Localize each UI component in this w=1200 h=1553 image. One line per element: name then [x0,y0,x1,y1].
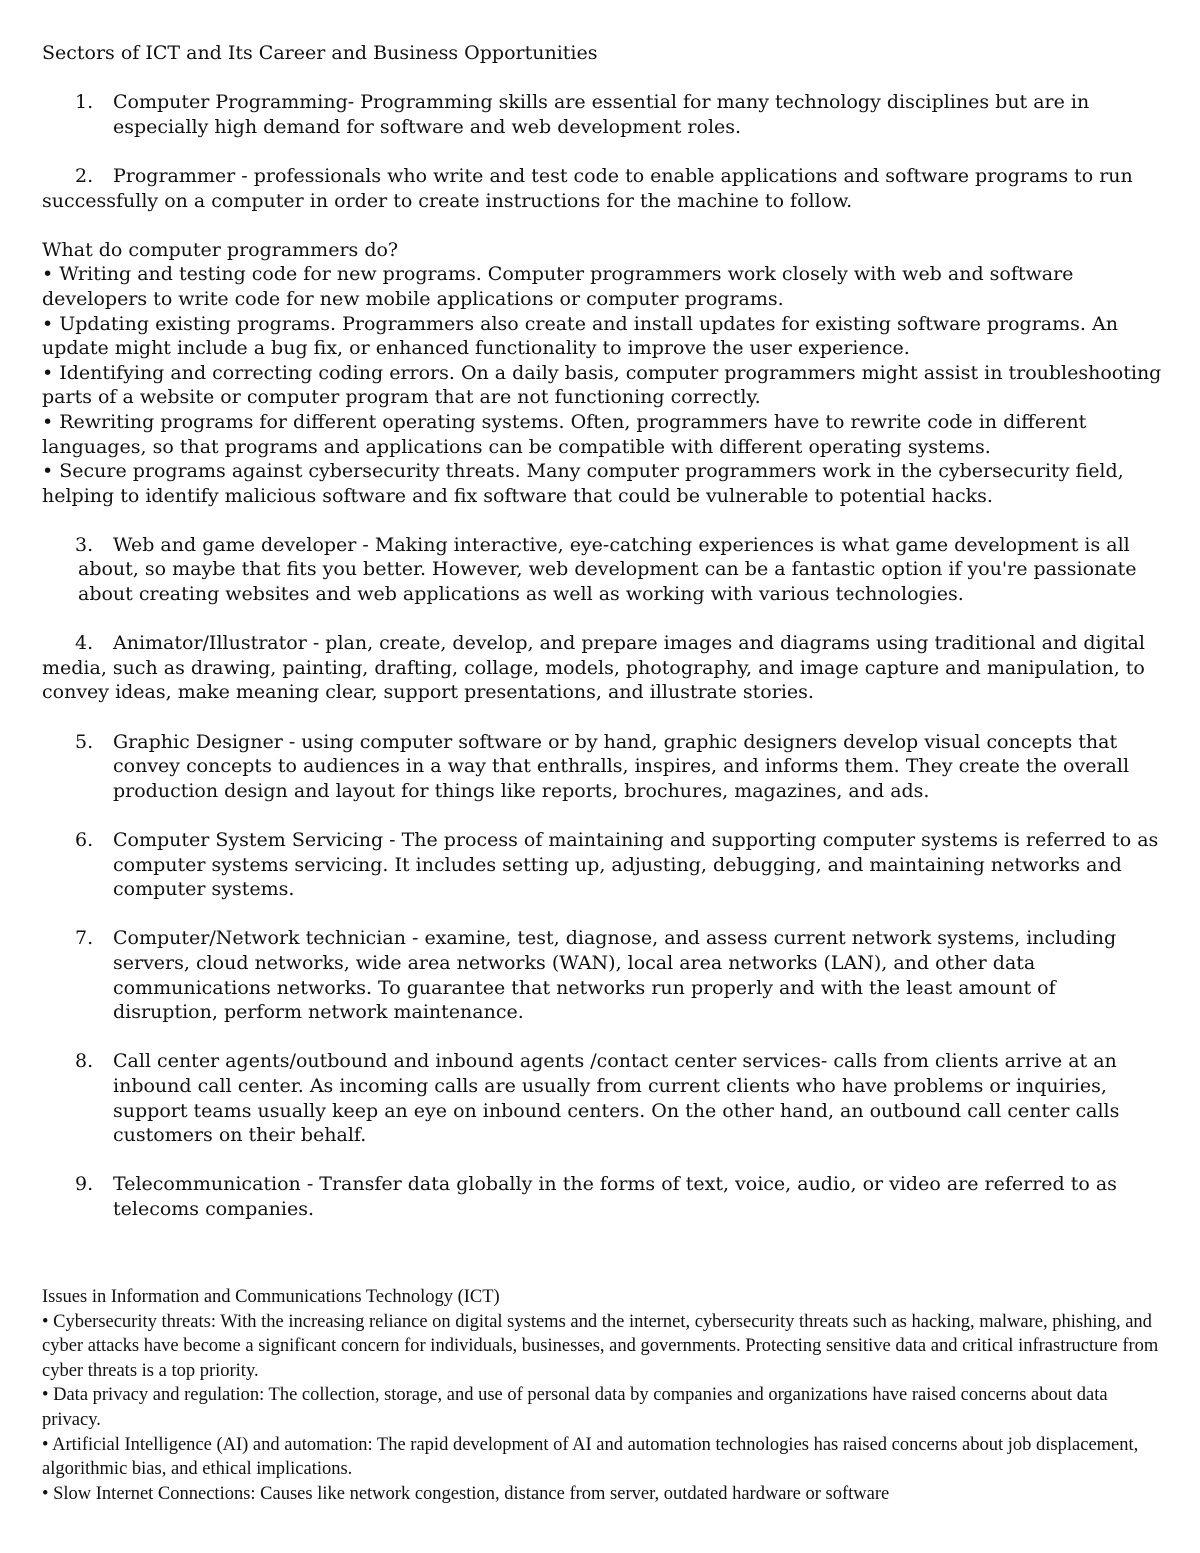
list-item-5 [42,730,1164,804]
list-number: 2. [75,164,94,187]
programmers-bullet: • Identifying and correcting coding errors. On a daily basis, computer programmers might assist in troubleshooting parts of a website or computer program that are not functioning correctly. [42,361,1162,409]
list-item-8 [42,1049,1164,1147]
spacer [42,66,1164,91]
list-item-6 [42,828,1164,902]
document-title: Sectors of ICT and Its Career and Business Opportunities [42,42,598,64]
spacer [42,213,1164,238]
issues-bullet: • Data privacy and regulation: The collection, storage, and use of personal data by companies and organizations have raised concerns about data privacy. [42,1385,1108,1430]
list-number: 7. [75,927,94,950]
issues-bullet: • Artificial Intelligence (AI) and automation: The rapid development of AI and automation technologies has raised concerns about job displacement, algorithmic bias, and ethical implications. [42,1434,1139,1480]
spacer [42,1025,1164,1050]
list-number: 4. [75,632,94,655]
list-number: 1. [75,91,94,114]
spacer [42,705,1164,730]
list-item-2-continuation: successfully on a computer in order to create instructions for the machine to follow. [42,189,853,212]
list-number: 5. [75,730,94,753]
programmers-bullet: • Rewriting programs for different operating systems. Often, programmers have to rewrite code in different languages, so that programs and applications can be compatible with different operating systems. [42,410,1087,458]
list-item-text: Web and game developer - Making interactive, eye-catching experiences is what game development is all about, so maybe that fits you better. However, web development can be a fantastic option if you're passionate about creating websites and web applications as well as working with various technologies. [78,533,1137,606]
programmers-bullet: • Secure programs against cybersecurity threats. Many computer programmers work in the cybersecurity field, helping to identify malicious software and fix software that could be vulnerable to potential hacks. [42,460,1124,507]
list-item-9 [42,1172,1164,1221]
list-number: 8. [75,1050,94,1073]
list-item-1 [42,90,1164,139]
list-item-7 [42,926,1164,1024]
programmers-heading: What do computer programmers do? [42,238,399,261]
issues-section [42,1285,1164,1506]
list-number: 3. [75,533,94,556]
list-number: 9. [75,1173,94,1196]
list-item-text: Animator/Illustrator - plan, create, develop, and prepare images and diagrams using traditional and digital media, such as drawing, painting, drafting, collage, models, photography, and image capture and manipulation, to convey ideas, make meaning clear, support presentations, and illustrate stories. [42,632,1145,704]
issues-heading: Issues in Information and Communications Technology (ICT) [42,1287,500,1307]
spacer [42,139,1164,164]
list-item-3 [42,533,1164,607]
programmers-bullet: • Updating existing programs. Programmers also create and install updates for existing software programs. An update might include a bug fix, or enhanced functionality to improve the user experience. [42,312,1118,360]
list-item-text: Programmer - professionals who write and test code to enable applications and software programs to run [113,164,1133,187]
list-item-text: Graphic Designer - using computer software or by hand, graphic designers develop visual concepts that convey concepts to audiences in a way that enthralls, inspires, and informs them. They create the overall production design and layout for things like reports, brochures, magazines, and ads. [113,730,1130,802]
list-item-2 [42,164,1164,189]
spacer [42,1148,1164,1173]
list-item-text: Computer Programming- Programming skills are essential for many technology disciplines but are in especially high demand for software and web development roles. [113,91,1090,138]
spacer [42,902,1164,927]
list-item-4 [42,631,1164,705]
issues-bullet: • Slow Internet Connections: Causes like network congestion, distance from server, outdated hardware or software [42,1483,890,1504]
document-body [42,41,1164,1222]
list-item-text: Telecommunication - Transfer data globally in the forms of text, voice, audio, or video are referred to as telecoms companies. [113,1173,1117,1220]
list-item-text: Computer/Network technician - examine, test, diagnose, and assess current network systems, including servers, cloud networks, wide area networks (WAN), local area networks (LAN), and other data communications networks. To guarantee that networks run properly and with the least amount of disruption, perform network maintenance. [113,927,1117,1024]
issues-bullet: • Cybersecurity threats: With the increasing reliance on digital systems and the internet, cybersecurity threats such as hacking, malware, phishing, and cyber attacks have become a significant concern for individuals, businesses, and governments. Protecting sensitive data and critical infrastructure from cyber threats is a top priority. [42,1311,1159,1381]
list-item-text: Computer System Servicing - The process of maintaining and supporting computer systems is referred to as computer systems servicing. It includes setting up, adjusting, debugging, and maintaining networks and computer systems. [113,829,1159,901]
spacer [42,508,1164,533]
spacer [42,803,1164,828]
spacer [42,607,1164,632]
programmers-bullet: • Writing and testing code for new programs. Computer programmers work closely with web and software developers to write code for new mobile applications or computer programs. [42,263,1074,310]
list-item-text: Call center agents/outbound and inbound agents /contact center services- calls from clients arrive at an inbound call center. As incoming calls are usually from current clients who have problems or inquiries, support teams usually keep an eye on inbound centers. On the other hand, an outbound call center calls customers on their behalf. [113,1050,1120,1147]
list-number: 6. [75,829,94,851]
